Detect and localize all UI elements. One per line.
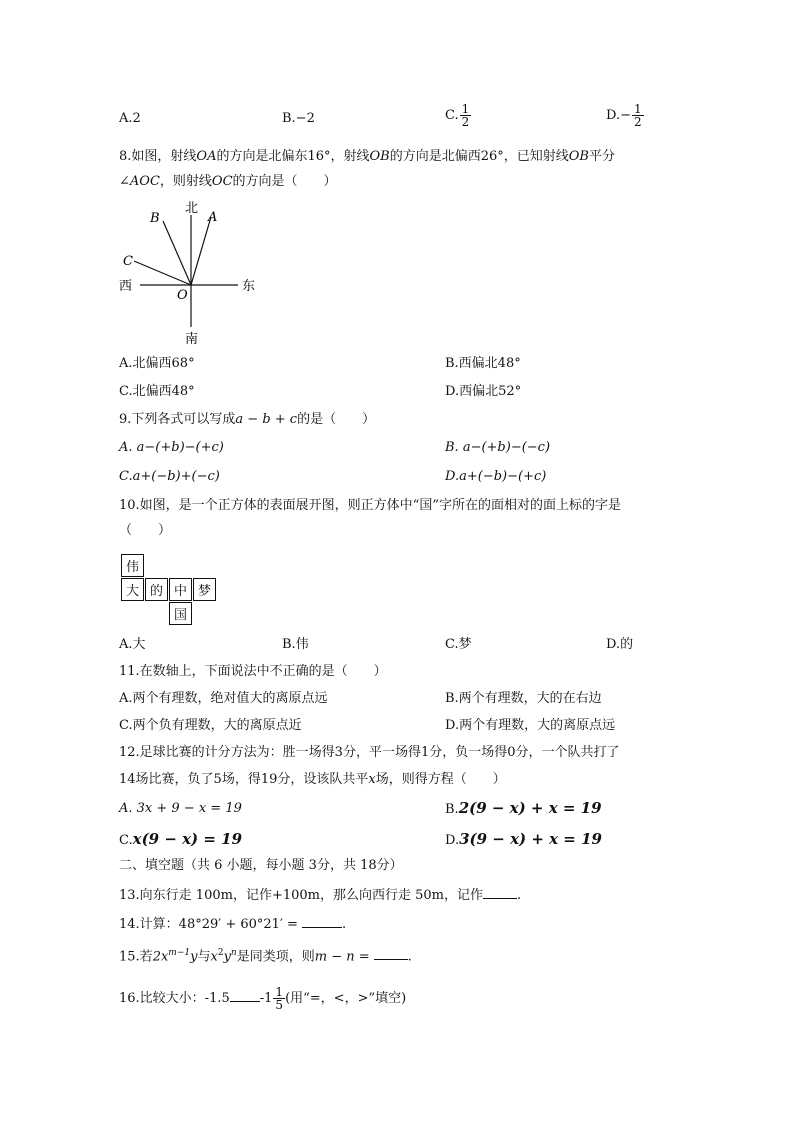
q15-text: 15.若	[119, 949, 153, 965]
q9-option-a: A. a−(+b)−(+c)	[119, 440, 224, 455]
q9-text: 的是（ ）	[297, 412, 376, 427]
cube-net	[121, 554, 217, 626]
q10-option-b: B.伟	[282, 637, 309, 652]
q15-answer-blank[interactable]	[374, 947, 408, 960]
q12-stem-line1: 12.足球比赛的计分方法为：胜一场得3分，平一场得1分，负一场得0分，一个队共打了	[119, 745, 620, 760]
q15-text: 与	[197, 949, 211, 965]
q7-option-b: B.−2	[282, 111, 315, 126]
label-c: C	[123, 254, 133, 269]
q8-angle-aoc: ∠AOC	[119, 174, 160, 189]
q11-option-a: A.两个有理数，绝对值大的离原点远	[119, 691, 328, 706]
label-o: O	[177, 288, 188, 303]
q12-option-d-equation: 3(9 − x) + x = 19	[459, 830, 602, 848]
label-a: A	[208, 210, 218, 225]
q12-variable: x	[368, 772, 376, 787]
q15-text: 是同类项，则	[236, 949, 315, 965]
q8-option-c: C.北偏西48°	[119, 384, 195, 399]
q8-ray-ob: OB	[369, 149, 390, 164]
q7-option-d-numerator: 1	[633, 102, 642, 116]
q12-option-a: A. 3x + 9 − x = 19	[119, 801, 242, 816]
q15-term1-y: y	[190, 949, 198, 965]
net-cell-meng: 梦	[193, 578, 216, 601]
q9-option-c: C.a+(−b)+(−c)	[119, 469, 220, 484]
q13-text: 13.向东行走 100m，记作+100m，那么向西行走 50m，记作	[119, 888, 483, 903]
q8-text: 平分	[588, 149, 615, 164]
q10-option-d: D.的	[606, 637, 634, 652]
ray-oa	[191, 217, 211, 285]
q15	[119, 944, 412, 966]
label-b: B	[150, 211, 160, 226]
q9-text: 9.下列各式可以写成	[119, 412, 236, 427]
q8-text: 的方向是（ ）	[232, 174, 337, 189]
q7-option-c-fraction	[460, 103, 472, 128]
q8-text: 8.如图，射线	[119, 149, 197, 164]
q8-ray-oa: OA	[196, 149, 217, 164]
q10-option-c: C.梦	[445, 637, 472, 652]
q13-end: .	[516, 888, 522, 903]
net-cell-guo: 国	[169, 602, 192, 625]
q7-option-d	[606, 103, 644, 128]
q13-answer-blank[interactable]	[483, 886, 517, 899]
q8-option-a: A.北偏西68°	[119, 356, 195, 371]
q8-ray-oc: OC	[211, 174, 233, 189]
q8-text: 的方向是北偏西26°，已知射线	[389, 149, 569, 164]
q10-option-a: A.大	[119, 637, 146, 652]
section2-heading: 二、填空题（共 6 小题，每小题 3分，共 18分）	[119, 858, 403, 873]
q8-option-d: D.西偏北52°	[445, 384, 522, 399]
q8-text: ，则射线	[159, 174, 212, 189]
q10-stem-line2: （ ）	[119, 523, 172, 538]
q15-term2-exponent: 2	[217, 948, 224, 958]
q12-stem-line2	[119, 771, 506, 789]
q15-expression: m − n =	[314, 949, 370, 965]
q12-option-c-equation: x(9 − x) = 19	[132, 830, 243, 848]
q16-fraction	[273, 986, 285, 1011]
q8-ray-ob: OB	[568, 149, 589, 164]
q15-term2: x	[210, 949, 218, 965]
q16-instruction: (用“=，<，>”填空)	[285, 991, 407, 1006]
q12-text: 场，则得方程（ ）	[375, 772, 506, 787]
q14-text: 14.计算：48°29′ + 60°21′ =	[119, 917, 298, 932]
q12-option-b	[445, 799, 602, 819]
q8-stem-line1	[119, 148, 615, 166]
q14	[119, 915, 346, 934]
q14-answer-blank[interactable]	[302, 915, 342, 928]
q10-stem-line1: 10.如图，是一个正方体的表面展开图，则正方体中“国”字所在的面相对的面上标的字是	[119, 498, 621, 513]
q15-term1: 2x	[152, 949, 169, 965]
q15-term2-y-exponent: n	[230, 948, 237, 958]
label-east: 东	[242, 279, 256, 294]
q16-mixed-number-whole: -1	[259, 991, 273, 1006]
q16-text: 16.比较大小：-1.5	[119, 991, 230, 1006]
q7-option-d-prefix: D.−	[606, 108, 631, 123]
q11-option-c: C.两个负有理数，大的离原点近	[119, 718, 302, 733]
net-cell-zhong: 中	[169, 578, 192, 601]
label-west: 西	[119, 279, 133, 294]
q8-direction-diagram	[110, 195, 270, 350]
label-south: 南	[185, 332, 199, 347]
q13	[119, 886, 521, 905]
q14-end: .	[341, 917, 347, 932]
q11-option-d: D.两个有理数，大的离原点远	[445, 718, 616, 733]
q16-answer-blank[interactable]	[230, 989, 260, 1002]
q12-option-d-prefix: D.	[445, 833, 460, 848]
q12-option-c	[119, 830, 242, 850]
q16-numerator: 1	[275, 985, 284, 999]
q7-option-c-numerator: 1	[461, 102, 470, 116]
q15-term1-exponent: m−1	[168, 948, 191, 958]
q7-option-c-denominator: 2	[461, 115, 470, 129]
q8-text: 的方向是北偏东16°，射线	[216, 149, 370, 164]
q16-denominator: 5	[275, 998, 284, 1012]
q7-option-d-fraction	[632, 103, 644, 128]
net-cell-de: 的	[145, 578, 168, 601]
q15-end: .	[407, 949, 412, 965]
q12-option-d	[445, 830, 602, 850]
q12-text: 14场比赛，负了5场，得19分，设该队共平	[119, 772, 369, 787]
q9-option-d: D.a+(−b)−(+c)	[445, 469, 547, 484]
net-cell-wei: 伟	[121, 554, 144, 577]
q15-term2-y: y	[223, 949, 231, 965]
q7-option-d-denominator: 2	[633, 115, 642, 129]
net-cell-da: 大	[121, 578, 144, 601]
q9-stem	[119, 411, 375, 429]
q12-option-b-equation: 2(9 − x) + x = 19	[458, 799, 602, 817]
q9-expression: a − b + c	[235, 412, 298, 427]
q11-option-b: B.两个有理数，大的在右边	[445, 691, 602, 706]
q9-option-b: B. a−(+b)−(−c)	[445, 440, 551, 455]
q12-option-c-prefix: C.	[119, 833, 133, 848]
q7-option-c	[445, 103, 471, 128]
q12-option-b-prefix: B.	[445, 802, 459, 817]
q7-option-c-prefix: C.	[445, 108, 459, 123]
q16	[119, 986, 406, 1012]
q11-stem: 11.在数轴上，下面说法中不正确的是（ ）	[119, 664, 387, 679]
q8-option-b: B.西偏北48°	[445, 356, 521, 371]
q8-stem-line2	[119, 173, 337, 191]
label-north: 北	[185, 201, 199, 216]
q7-option-a: A.2	[119, 111, 141, 126]
